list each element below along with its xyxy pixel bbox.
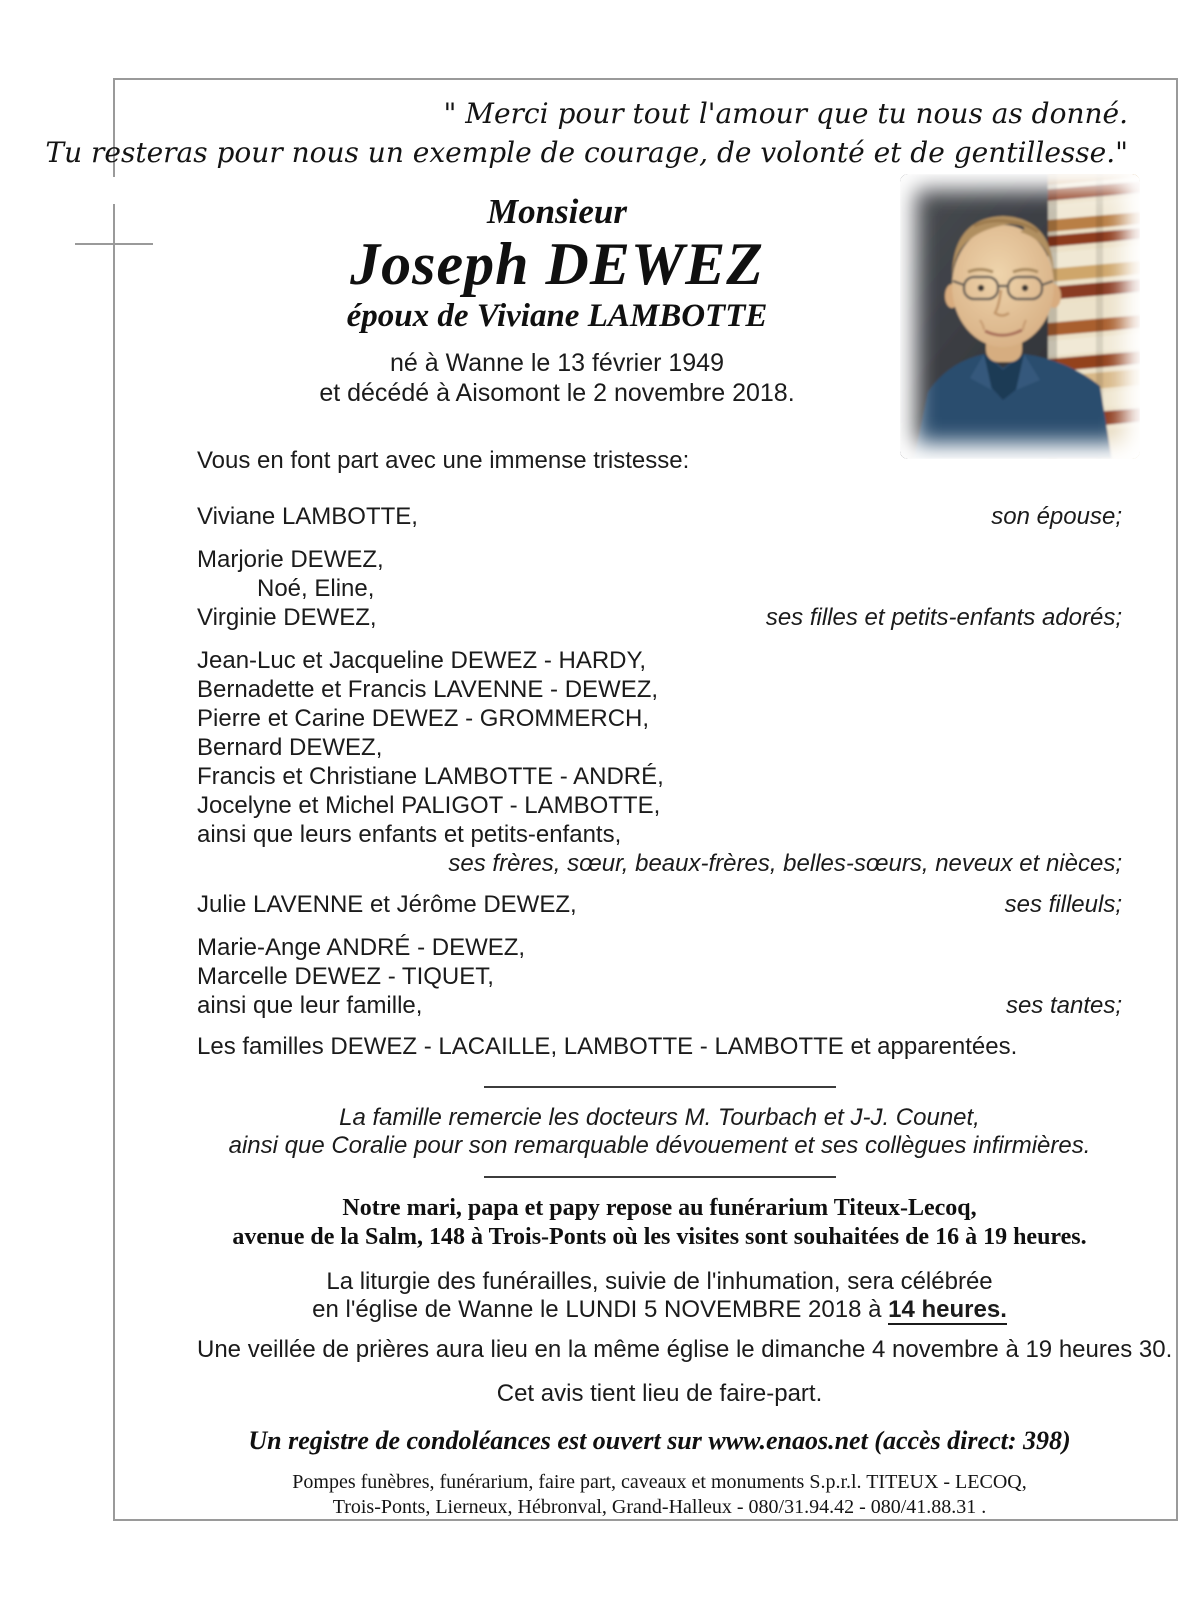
family-names: Viviane LAMBOTTE, [197, 503, 418, 530]
intro-line: Vous en font part avec une immense tristesse: [197, 447, 690, 474]
family-names: Pierre et Carine DEWEZ - GROMMERCH, [197, 705, 650, 732]
deceased-name: Joseph DEWEZ [350, 231, 764, 297]
family-row [197, 574, 1122, 603]
family-names: ainsi que leur famille, [197, 992, 423, 1019]
family-names: Bernard DEWEZ, [197, 734, 383, 761]
family-names: Julie LAVENNE et Jérôme DEWEZ, [197, 891, 577, 918]
border-gap-artifact [110, 177, 118, 204]
thanks-line-1: La famille remercie les docteurs M. Tourbach et J-J. Counet, [339, 1104, 980, 1131]
ceremony-section [197, 1268, 1122, 1324]
quote-line-2: Tu resteras pour nous un exemple de courage, de volonté et de gentillesse." [45, 136, 1128, 169]
family-names: Virginie DEWEZ, [197, 604, 377, 631]
death-line: et décédé à Aisomont le 2 novembre 2018. [319, 379, 795, 407]
family-row [197, 933, 1122, 962]
family-row [197, 762, 1122, 791]
life-dates [115, 348, 999, 408]
relation-label: ses filles et petits-enfants adorés; [765, 604, 1122, 631]
announcement-body [197, 446, 1122, 1061]
ceremony-line-1: La liturgie des funérailles, suivie de l'inhumation, sera célébrée [326, 1268, 993, 1295]
family-row [197, 704, 1122, 733]
repose-line-2: avenue de la Salm, 148 à Trois-Ponts où les visites sont souhaitées de 16 à 19 heures. [232, 1224, 1087, 1250]
condolence-register-line: Un registre de condoléances est ouvert sur www.enaos.net (accès direct: 398) [248, 1426, 1071, 1455]
registration-cross-mark [75, 243, 153, 245]
family-names: Bernadette et Francis LAVENNE - DEWEZ, [197, 676, 659, 703]
family-row [197, 733, 1122, 762]
birth-line: né à Wanne le 13 février 1949 [389, 349, 724, 377]
relation-label: ses filleuls; [1004, 891, 1122, 918]
families-line [197, 1032, 1122, 1061]
family-names: Francis et Christiane LAMBOTTE - ANDRÉ, [197, 763, 664, 790]
relation-label: son épouse; [991, 503, 1122, 530]
vigil-line: Une veillée de prières aura lieu en la même église le dimanche 4 novembre à 19 heures 30. [197, 1336, 1173, 1363]
title-block [115, 192, 999, 408]
family-row [197, 890, 1122, 919]
family-row [197, 646, 1122, 675]
family-row [197, 502, 1122, 531]
family-names: Les familles DEWEZ - LACAILLE, LAMBOTTE - LAMBOTTE et apparentées. [197, 1033, 1018, 1060]
thanks-line-2: ainsi que Coralie pour son remarquable dévouement et ses collègues infirmières. [228, 1132, 1091, 1159]
memorial-quote [45, 94, 1128, 172]
family-row [197, 545, 1122, 574]
family-row [197, 991, 1122, 1020]
notice-line: Cet avis tient lieu de faire-part. [496, 1380, 823, 1407]
thanks-section [197, 1104, 1122, 1160]
divider-line [484, 1086, 836, 1088]
family-row [197, 675, 1122, 704]
family-names: Marie-Ange ANDRÉ - DEWEZ, [197, 934, 526, 961]
family-names: Jean-Luc et Jacqueline DEWEZ - HARDY, [197, 647, 647, 674]
ceremony-line-2 [197, 1296, 1122, 1324]
portrait-photo-illustration [900, 174, 1140, 459]
quote-line-1: " Merci pour tout l'amour que tu nous as donné. [443, 97, 1128, 130]
relation-label: ses tantes; [1005, 992, 1122, 1019]
portrait-photo [900, 174, 1140, 459]
family-row [197, 791, 1122, 820]
family-row [197, 962, 1122, 991]
family-names: Jocelyne et Michel PALIGOT - LAMBOTTE, [197, 792, 661, 819]
repose-section [197, 1194, 1122, 1252]
ceremony-time: 14 heures. [888, 1296, 1007, 1323]
divider-line [484, 1176, 836, 1178]
spouse-line: époux de Viviane LAMBOTTE [346, 298, 768, 334]
family-names: Marjorie DEWEZ, [197, 546, 384, 573]
relation-label-row [197, 849, 1122, 878]
repose-line-1: Notre mari, papa et papy repose au funérarium Titeux-Lecoq, [342, 1195, 977, 1221]
family-names: Marcelle DEWEZ - TIQUET, [197, 963, 494, 990]
salutation: Monsieur [486, 192, 628, 231]
family-row [197, 603, 1122, 632]
footer-line-2: Trois-Ponts, Lierneux, Hébronval, Grand-Halleux - 080/31.94.42 - 080/41.88.31 . [332, 1496, 987, 1518]
card-frame [45, 78, 1178, 1521]
family-names: ainsi que leurs enfants et petits-enfants, [197, 821, 622, 848]
funeral-home-footer [197, 1470, 1122, 1520]
family-row [197, 820, 1122, 849]
family-names: Noé, Eline, [257, 575, 375, 602]
footer-line-1: Pompes funèbres, funérarium, faire part, caveaux et monuments S.p.r.l. TITEUX - LECOQ, [292, 1471, 1027, 1493]
relation-label: ses frères, sœur, beaux-frères, belles-sœurs, neveux et nièces; [448, 850, 1122, 877]
ceremony-date: en l'église de Wanne le LUNDI 5 NOVEMBRE 2018 à [312, 1296, 889, 1323]
